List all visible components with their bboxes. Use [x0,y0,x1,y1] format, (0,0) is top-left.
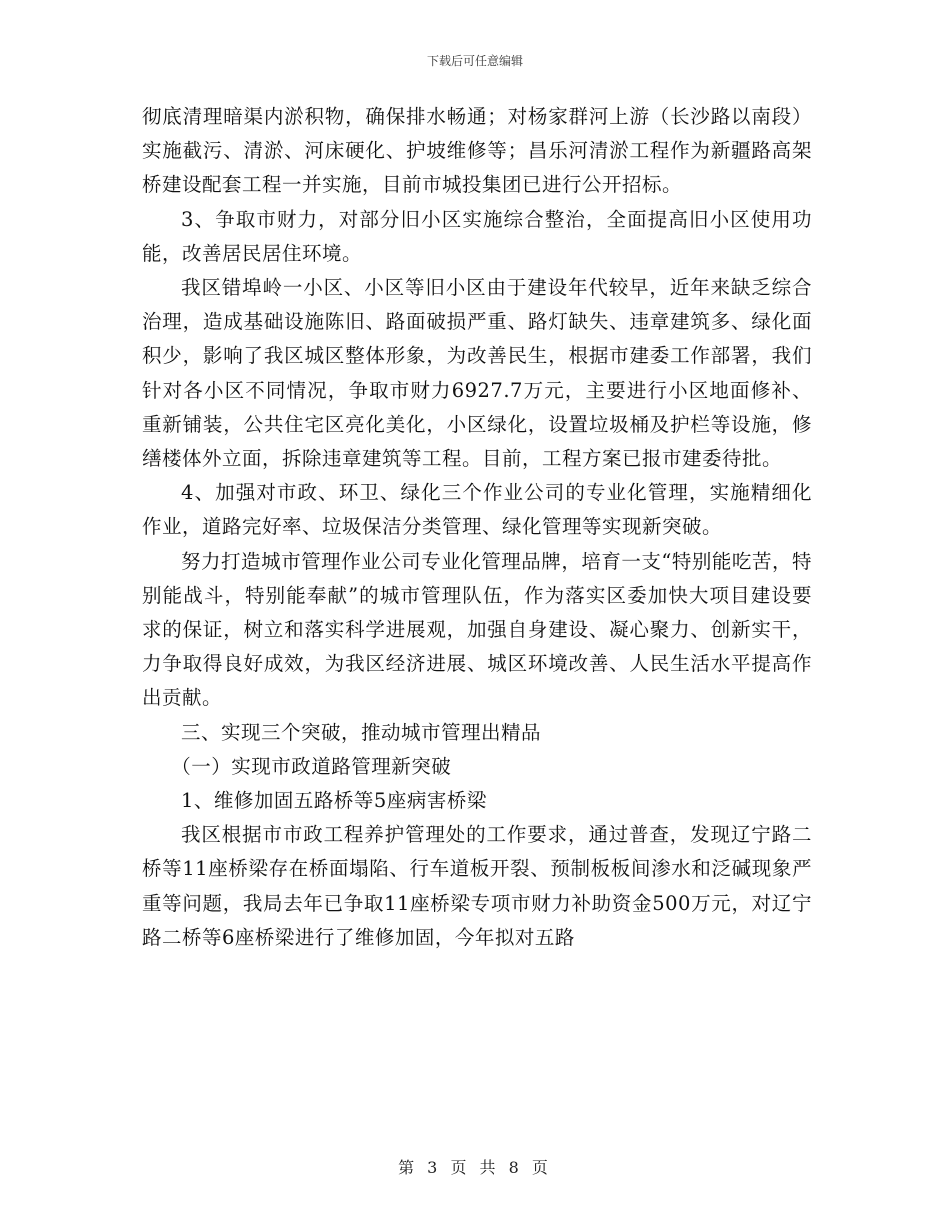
subsection-heading: （一）实现市政道路管理新突破 [171,754,452,778]
paragraph: 彻底清理暗渠内淤积物，确保排水畅通；对杨家群河上游（长沙路以南段）实施截污、清淤、河床硬化、护坡维修等；昌乐河清淤工程作为新疆路高架桥建设配套工程一并实施，目前市城投集团已进行公开招标。 [142,105,812,197]
page-header: 下载后可任意编辑 [426,54,523,68]
page-number: 第 3 页 共 8 页 [398,1158,552,1177]
paragraph: 3、争取市财力，对部分旧小区实施综合整治，全面提高旧小区使用功能，改善居民居住环境。 [142,207,812,265]
document-body [142,100,812,955]
paragraph: 我区根据市市政工程养护管理处的工作要求，通过普查，发现辽宁路二桥等11座桥梁存在桥面塌陷、行车道板开裂、预制板板间渗水和泛碱现象严重等问题，我局去年已争取11座桥梁专项市财力补助资金500万元，对辽宁路二桥等6座桥梁进行了维修加固，今年拟对五路 [142,823,812,949]
section-heading: 三、实现三个突破，推动城市管理出精品 [181,720,542,744]
item-heading: 1、维修加固五路桥等5座病害桥梁 [181,789,487,813]
paragraph: 努力打造城市管理作业公司专业化管理品牌，培育一支“特别能吃苦，特别能战斗，特别能奉献”的城市管理队伍，作为落实区委加快大项目建设要求的保证，树立和落实科学进展观，加强自身建设、凝心聚力、创新实干，力争取得良好成效，为我区经济进展、城区环境改善、人民生活水平提高作出贡献。 [142,549,812,710]
paragraph: 4、加强对市政、环卫、绿化三个作业公司的专业化管理，实施精细化作业，道路完好率、垃圾保洁分类管理、绿化管理等实现新突破。 [142,481,812,539]
paragraph: 我区错埠岭一小区、小区等旧小区由于建设年代较早，近年来缺乏综合治理，造成基础设施陈旧、路面破损严重、路灯缺失、违章建筑多、绿化面积少，影响了我区城区整体形象，为改善民生，根据市建委工作部署，我们针对各小区不同情况，争取市财力6927.7万元，主要进行小区地面修补、重新铺装，公共住宅区亮化美化，小区绿化，设置垃圾桶及护栏等设施，修缮楼体外立面，拆除违章建筑等工程。目前，工程方案已报市建委待批。 [142,276,812,471]
